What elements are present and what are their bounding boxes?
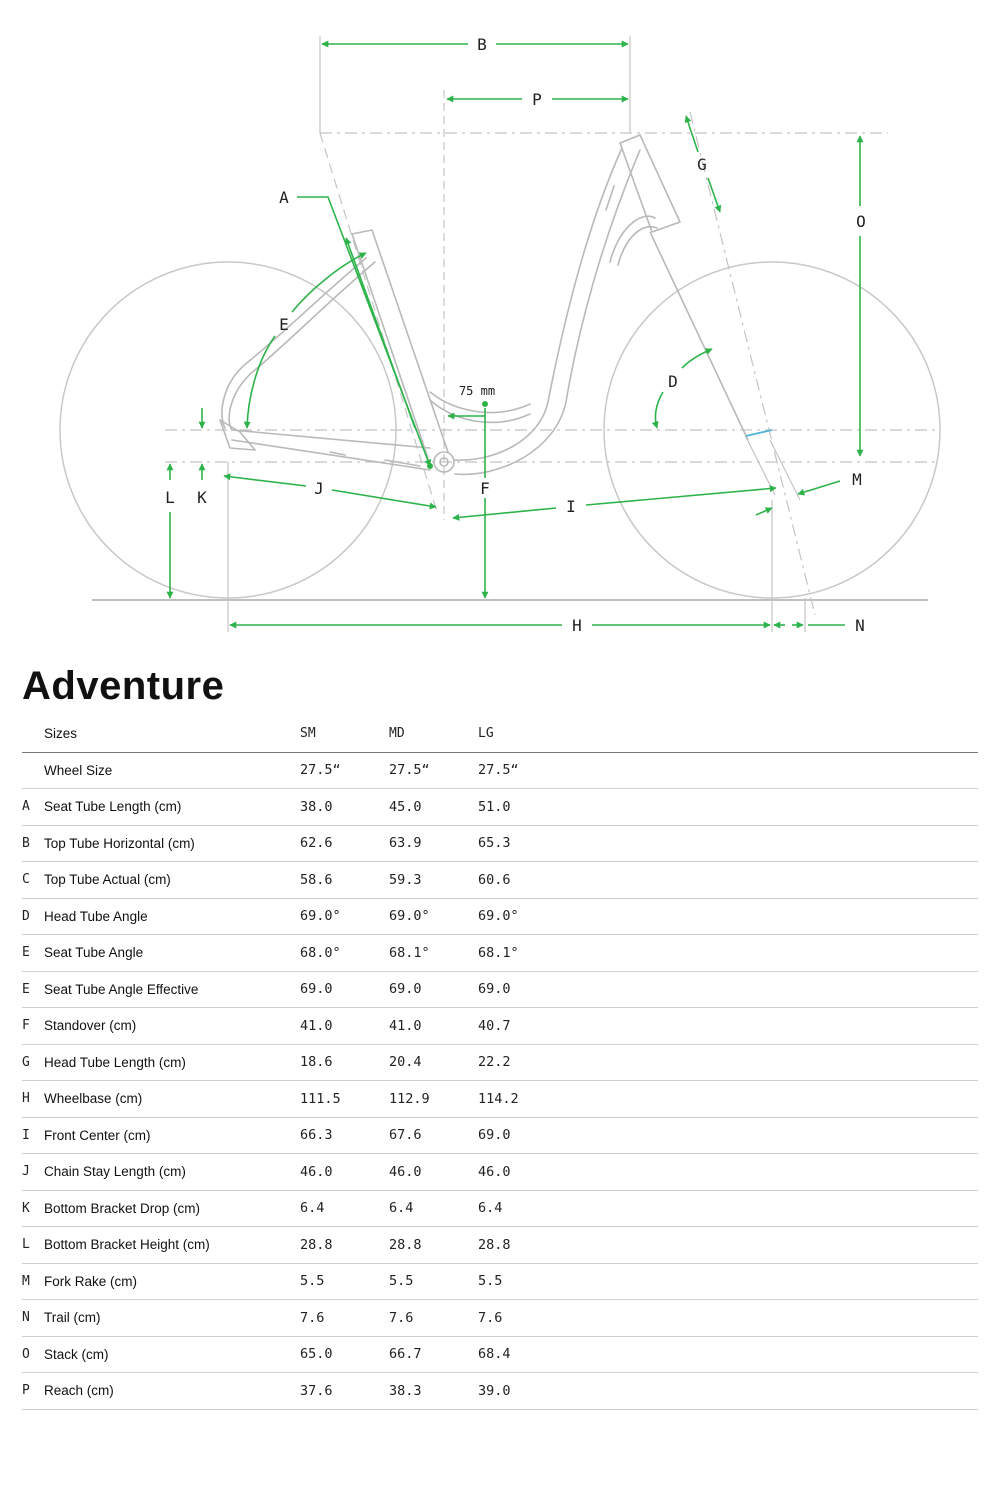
table-row	[22, 1117, 978, 1154]
label-a: A	[279, 188, 289, 207]
row-value-sm: 6.4	[300, 1200, 325, 1217]
row-spacer	[567, 1336, 978, 1373]
row-value-md: 28.8	[389, 1236, 422, 1253]
row-value-sm: 62.6	[300, 835, 333, 852]
row-letter: A	[22, 799, 30, 815]
row-measurement-name: Top Tube Actual (cm)	[44, 872, 171, 888]
table-row	[22, 1190, 978, 1227]
table-row	[22, 789, 978, 826]
row-spacer	[567, 1300, 978, 1337]
row-value-md: 20.4	[389, 1054, 422, 1071]
table-row	[22, 935, 978, 972]
label-o: O	[856, 212, 866, 231]
row-value-lg: 39.0	[478, 1382, 511, 1399]
row-spacer	[567, 971, 978, 1008]
label-k: K	[197, 488, 207, 507]
row-spacer	[567, 789, 978, 826]
row-letter: I	[22, 1127, 30, 1143]
row-value-md: 46.0	[389, 1163, 422, 1180]
row-value-lg: 46.0	[478, 1163, 511, 1180]
row-spacer	[567, 1373, 978, 1410]
row-measurement-name: Wheelbase (cm)	[44, 1091, 143, 1107]
bike-frame	[220, 135, 680, 474]
label-l: L	[165, 488, 175, 507]
row-letter: E	[22, 981, 30, 997]
table-row	[22, 1008, 978, 1045]
table-row	[22, 898, 978, 935]
table-row	[22, 1154, 978, 1191]
row-value-sm: 69.0°	[300, 908, 341, 925]
table-header-row	[22, 716, 978, 752]
row-value-lg: 40.7	[478, 1017, 511, 1034]
row-measurement-name: Stack (cm)	[44, 1346, 109, 1362]
table-row	[22, 1263, 978, 1300]
label-b: B	[477, 35, 487, 54]
row-measurement-name: Front Center (cm)	[44, 1127, 151, 1143]
row-value-lg: 22.2	[478, 1054, 511, 1071]
row-value-sm: 38.0	[300, 798, 333, 815]
row-value-lg: 65.3	[478, 835, 511, 852]
label-j: J	[314, 479, 324, 498]
row-spacer	[567, 752, 978, 789]
row-spacer	[567, 1263, 978, 1300]
row-spacer	[567, 825, 978, 862]
label-n: N	[855, 616, 865, 635]
row-value-sm: 68.0°	[300, 944, 341, 961]
row-spacer	[567, 935, 978, 972]
row-letter: F	[22, 1018, 30, 1034]
row-value-sm: 5.5	[300, 1273, 325, 1290]
row-value-lg: 60.6	[478, 871, 511, 888]
table-row	[22, 752, 978, 789]
row-value-sm: 58.6	[300, 871, 333, 888]
header-letter-cell	[22, 716, 44, 752]
row-measurement-name: Seat Tube Angle	[44, 945, 144, 961]
row-measurement-name: Seat Tube Length (cm)	[44, 799, 182, 815]
row-measurement-name: Top Tube Horizontal (cm)	[44, 835, 195, 851]
row-value-lg: 69.0	[478, 981, 511, 998]
row-spacer	[567, 1190, 978, 1227]
row-letter: B	[22, 835, 30, 851]
row-measurement-name: Fork Rake (cm)	[44, 1273, 138, 1289]
row-value-lg: 7.6	[478, 1309, 503, 1326]
table-row	[22, 971, 978, 1008]
row-value-sm: 65.0	[300, 1346, 333, 1363]
row-letter: G	[22, 1054, 30, 1070]
row-value-md: 59.3	[389, 871, 422, 888]
row-measurement-name: Head Tube Angle	[44, 908, 148, 924]
header-sizes-label: Sizes	[44, 726, 78, 742]
row-value-lg: 51.0	[478, 798, 511, 815]
row-value-lg: 68.4	[478, 1346, 511, 1363]
row-letter: E	[22, 945, 30, 961]
row-value-md: 67.6	[389, 1127, 422, 1144]
table-row	[22, 862, 978, 899]
row-value-sm: 111.5	[300, 1090, 341, 1107]
row-value-lg: 28.8	[478, 1236, 511, 1253]
label-g: G	[697, 155, 707, 174]
row-letter: M	[22, 1273, 30, 1289]
row-measurement-name: Seat Tube Angle Effective	[44, 981, 199, 997]
row-value-sm: 41.0	[300, 1017, 333, 1034]
row-spacer	[567, 1117, 978, 1154]
table-row	[22, 1227, 978, 1264]
row-value-sm: 27.5“	[300, 762, 341, 779]
row-value-sm: 66.3	[300, 1127, 333, 1144]
row-spacer	[567, 1008, 978, 1045]
label-f: F	[480, 479, 490, 498]
header-size-md: MD	[389, 726, 405, 742]
row-value-md: 38.3	[389, 1382, 422, 1399]
row-value-sm: 28.8	[300, 1236, 333, 1253]
table-row	[22, 1336, 978, 1373]
label-h: H	[572, 616, 582, 635]
page-title: Adventure	[22, 664, 225, 708]
row-value-md: 112.9	[389, 1090, 430, 1107]
row-measurement-name: Head Tube Length (cm)	[44, 1054, 186, 1070]
row-value-sm: 7.6	[300, 1309, 325, 1326]
row-value-lg: 27.5“	[478, 762, 519, 779]
row-value-lg: 68.1°	[478, 944, 519, 961]
row-value-md: 69.0	[389, 981, 422, 998]
row-value-lg: 5.5	[478, 1273, 503, 1290]
row-value-md: 45.0	[389, 798, 422, 815]
row-spacer	[567, 898, 978, 935]
row-value-md: 7.6	[389, 1309, 414, 1326]
label-p: P	[532, 90, 542, 109]
row-spacer	[567, 1227, 978, 1264]
row-measurement-name: Wheel Size	[44, 762, 113, 778]
row-letter	[22, 752, 44, 789]
header-size-lg: LG	[478, 726, 494, 742]
label-e: E	[279, 315, 289, 334]
row-spacer	[567, 1044, 978, 1081]
row-letter: J	[22, 1164, 30, 1180]
row-measurement-name: Standover (cm)	[44, 1018, 137, 1034]
label-offset: 75 mm	[458, 384, 496, 398]
row-value-sm: 69.0	[300, 981, 333, 998]
row-measurement-name: Reach (cm)	[44, 1383, 114, 1399]
row-value-md: 27.5“	[389, 762, 430, 779]
row-value-sm: 46.0	[300, 1163, 333, 1180]
row-spacer	[567, 1081, 978, 1118]
geometry-table	[22, 716, 978, 1410]
row-letter: P	[22, 1383, 30, 1399]
header-spacer	[567, 716, 978, 752]
row-letter: C	[22, 872, 30, 888]
row-spacer	[567, 862, 978, 899]
row-letter: D	[22, 908, 30, 924]
row-value-lg: 69.0	[478, 1127, 511, 1144]
table-row	[22, 1044, 978, 1081]
label-m: M	[852, 470, 862, 489]
row-value-md: 63.9	[389, 835, 422, 852]
row-letter: H	[22, 1091, 30, 1107]
row-value-sm: 37.6	[300, 1382, 333, 1399]
table-row	[22, 1373, 978, 1410]
row-value-lg: 114.2	[478, 1090, 519, 1107]
row-value-lg: 6.4	[478, 1200, 503, 1217]
row-letter: N	[22, 1310, 30, 1326]
row-spacer	[567, 1154, 978, 1191]
row-letter: L	[22, 1237, 30, 1253]
label-i: I	[566, 497, 576, 516]
bike-geometry-diagram	[0, 0, 1000, 650]
row-value-lg: 69.0°	[478, 908, 519, 925]
label-d: D	[668, 372, 678, 391]
row-measurement-name: Bottom Bracket Drop (cm)	[44, 1200, 201, 1216]
header-size-sm: SM	[300, 726, 316, 742]
row-value-md: 68.1°	[389, 944, 430, 961]
row-measurement-name: Chain Stay Length (cm)	[44, 1164, 186, 1180]
row-measurement-name: Trail (cm)	[44, 1310, 101, 1326]
row-value-md: 41.0	[389, 1017, 422, 1034]
table-row	[22, 1081, 978, 1118]
row-letter: O	[22, 1346, 30, 1362]
row-value-md: 69.0°	[389, 908, 430, 925]
row-value-sm: 18.6	[300, 1054, 333, 1071]
row-measurement-name: Bottom Bracket Height (cm)	[44, 1237, 210, 1253]
row-letter: K	[22, 1200, 30, 1216]
row-value-md: 6.4	[389, 1200, 414, 1217]
table-row	[22, 825, 978, 862]
dimension-arrows	[170, 44, 860, 625]
table-row	[22, 1300, 978, 1337]
row-value-md: 66.7	[389, 1346, 422, 1363]
row-value-md: 5.5	[389, 1273, 414, 1290]
